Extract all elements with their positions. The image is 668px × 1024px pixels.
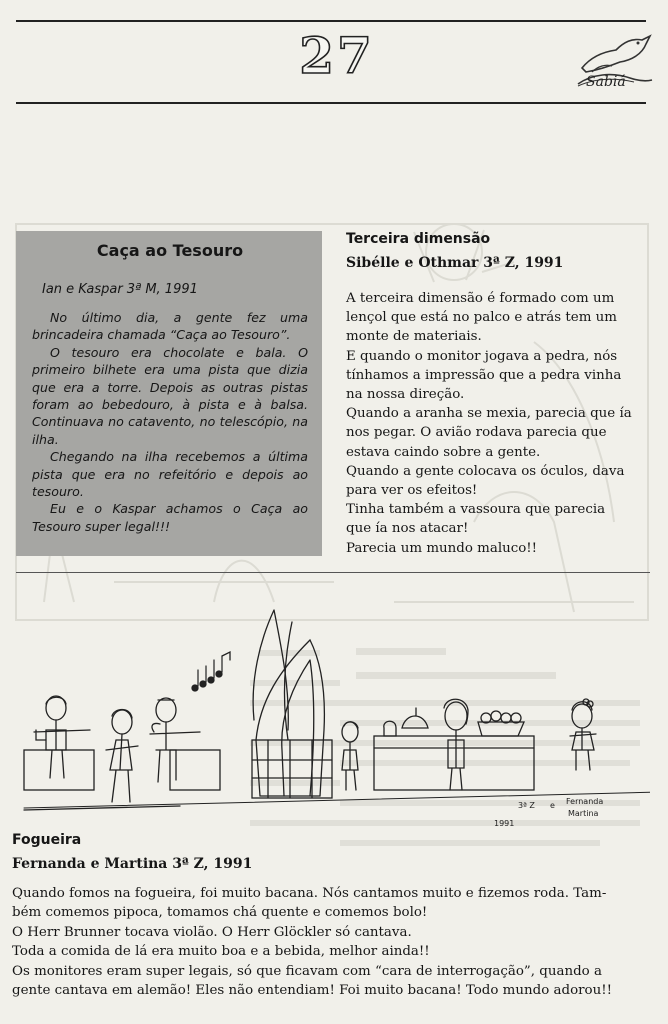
terceira-line: tínhamos a impressão que a pedra vinha (346, 367, 622, 383)
terceira-line: Parecia um mundo maluco!! (346, 540, 538, 556)
terceira-line: estava caindo sobre a gente. (346, 444, 541, 460)
drawing-caption-name-2: Martina (568, 809, 599, 818)
terceira-line: que ía nos atacar! (346, 521, 469, 537)
fogueira-line: O Herr Brunner tocava violão. O Herr Glöckler só cantava. (12, 924, 412, 940)
fogueira-line: Toda a comida de lá era muito boa e a bebida, melhor ainda!! (12, 944, 430, 960)
terceira-line: Quando a gente colocava os óculos, dava (346, 463, 625, 479)
terceira-line: monte de materiais. (346, 329, 482, 345)
terceira-byline: Sibélle e Othmar 3ª Z, 1991 (346, 255, 564, 271)
campfire-drawing (20, 600, 650, 836)
caca-paragraph: No último dia, a gente fez uma brincadeira chamada “Caça ao Tesouro”. (32, 310, 308, 343)
fogueira-byline: Fernanda e Martina 3ª Z, 1991 (12, 856, 253, 872)
terceira-line: nos pegar. O avião rodava parecia que (346, 425, 607, 441)
drawing-caption-class: 3ª Z (518, 801, 535, 810)
caca-paragraph: Chegando na ilha recebemos a última pista que era no refeitório e depois ao tesouro. (32, 449, 308, 500)
caca-paragraph: O tesouro era chocolate e bala. O primeiro bilhete era uma pista que dizia que era a torre. Depois as outras pistas foram ao bebedouro, à pista e à balsa. Continuava no catavento, no telescópio, na ilha. (32, 344, 308, 447)
fogueira-title: Fogueira (12, 832, 82, 848)
terceira-line: Quando a aranha se mexia, parecia que ía (346, 406, 632, 422)
terceira-line: na nossa direção. (346, 387, 465, 403)
terceira-line: lençol que está no palco e atrás tem um (346, 310, 617, 326)
terceira-line: E quando o monitor jogava a pedra, nós (346, 348, 618, 364)
fogueira-line: bém comemos pipoca, tomamos chá quente e comemos bolo! (12, 905, 428, 921)
caca-paragraph: Eu e o Kaspar achamos o Caça ao Tesouro super legal!!! (32, 501, 308, 534)
page-number: 27 (299, 26, 375, 85)
caca-title: Caça ao Tesouro (96, 241, 244, 260)
drawing-caption-name-1: Fernanda (566, 797, 604, 806)
terceira-line: A terceira dimensão é formado com um (346, 291, 615, 306)
fogueira-line: gente cantava em alemão! Eles não entendiam! Foi muito bacana! Todo mundo adorou!! (12, 983, 612, 999)
logo-text: Sabiá (586, 74, 626, 90)
fogueira-line: Os monitores eram super legais, só que ficavam com “cara de interrogação”, quando a (12, 963, 602, 979)
fogueira-line: Quando fomos na fogueira, foi muito bacana. Nós cantamos muito e fizemos roda. Tam- (12, 886, 607, 901)
terceira-line: Tinha também a vassoura que parecia (346, 502, 606, 518)
drawing-caption-year: 1991 (494, 819, 515, 828)
terceira-line: para ver os efeitos! (346, 483, 478, 499)
drawing-caption-and: e (550, 801, 555, 810)
caca-byline: Ian e Kaspar 3ª M, 1991 (42, 282, 198, 297)
terceira-title: Terceira dimensão (346, 231, 491, 247)
fogueira-body (12, 884, 658, 1000)
